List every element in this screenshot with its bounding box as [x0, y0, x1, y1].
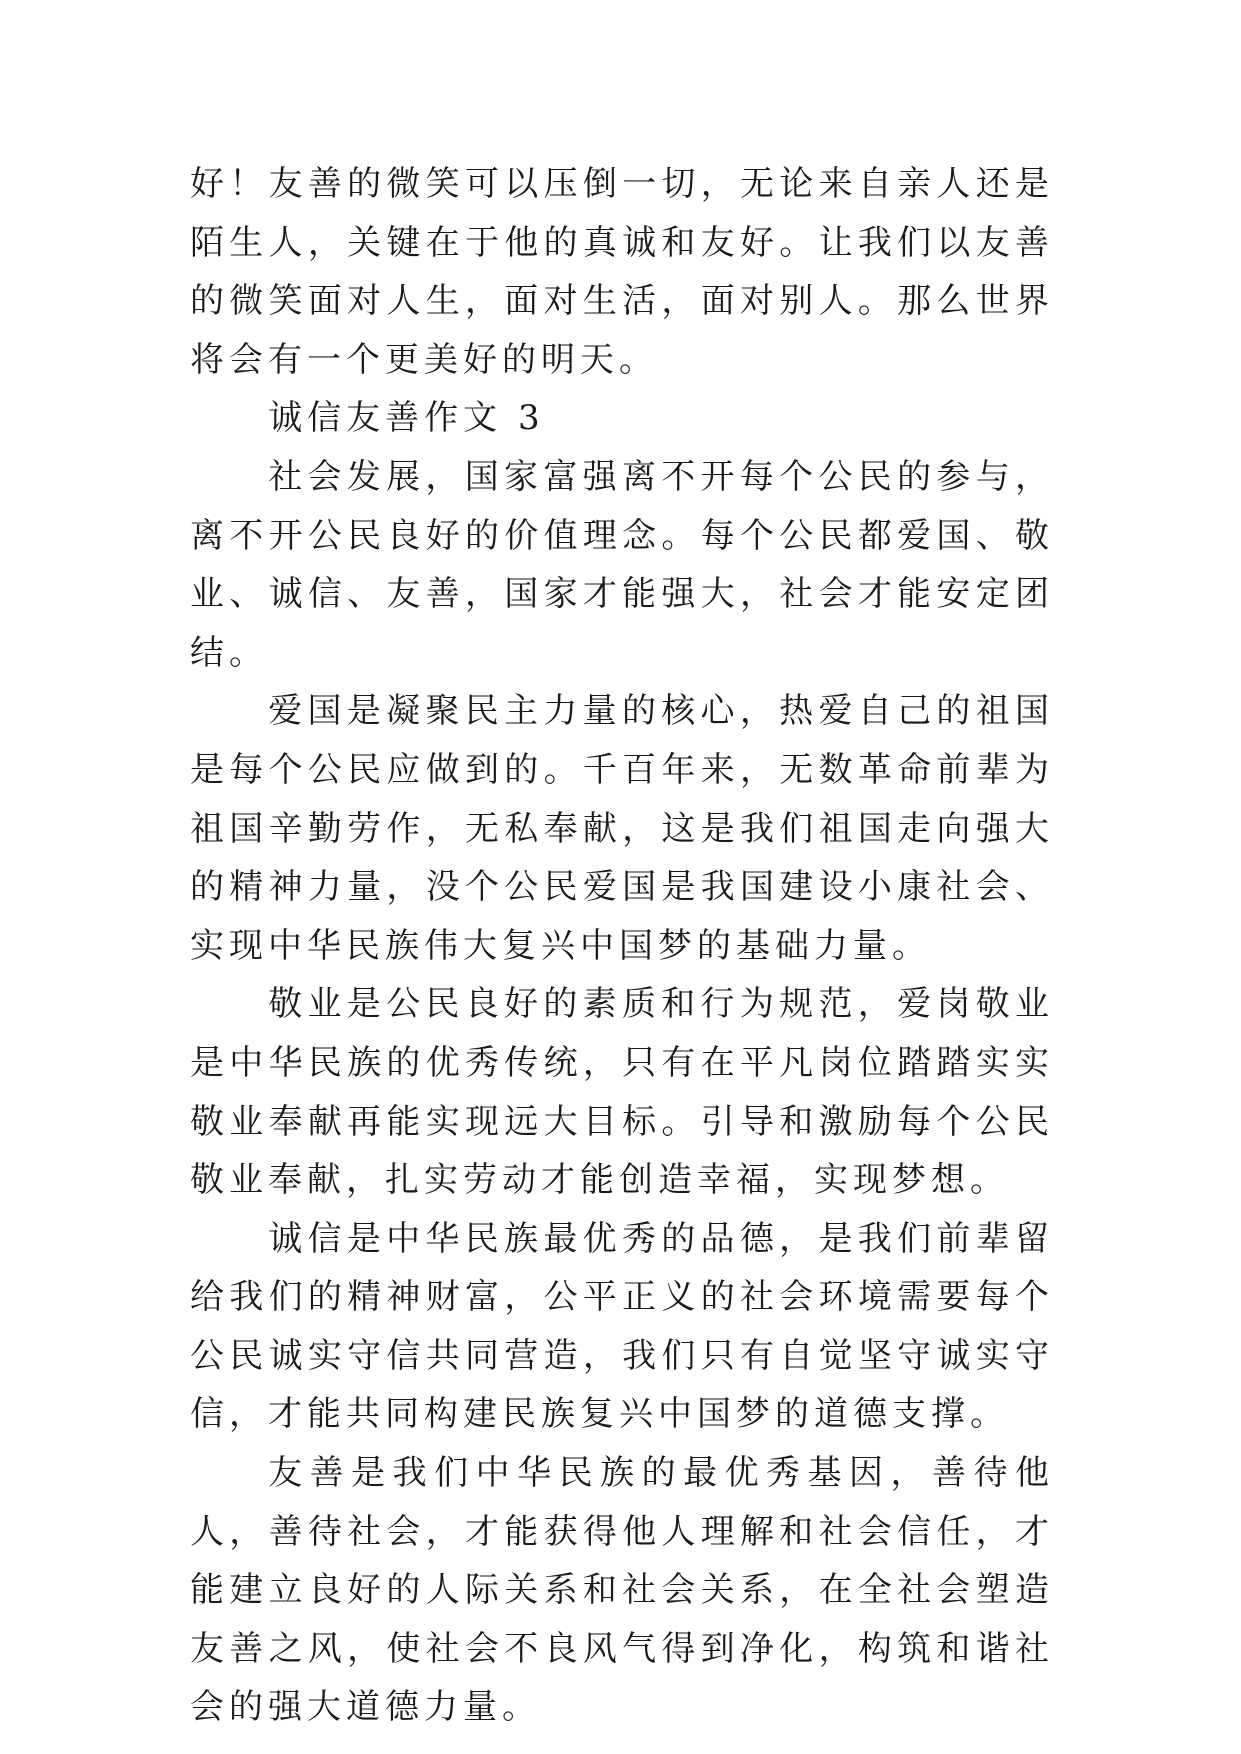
paragraph-intro: 社会发展，国家富强离不开每个公民的参与，离不开公民良好的价值理念。每个公民都爱国、敬业、诚信、友善，国家才能强大，社会才能安定团结。 — [190, 456, 1054, 673]
paragraph-closing: 好！友善的微笑可以压倒一切，无论来自亲人还是陌生人，关键在于他的真诚和友好。让我们以友善的微笑面对人生，面对生活，面对别人。那么世界将会有一个更美好的明天。 — [190, 164, 1054, 380]
paragraph-patriotism: 爱国是凝聚民主力量的核心，热爱自己的祖国是每个公民应做到的。千百年来，无数革命前辈为祖国辛勤劳作，无私奉献，这是我们祖国走向强大的精神力量，没个公民爱国是我国建设小康社会、实现中华民族伟大复兴中国梦的基础力量。 — [190, 691, 1054, 966]
document-body — [190, 155, 1054, 1737]
paragraph-integrity: 诚信是中华民族最优秀的品德，是我们前辈留给我们的精神财富，公平正义的社会环境需要每个公民诚实守信共同营造，我们只有自觉坚守诚实守信，才能共同构建民族复兴中国梦的道德支撑。 — [190, 1218, 1054, 1435]
paragraph-dedication: 敬业是公民良好的素质和行为规范，爱岗敬业是中华民族的优秀传统，只有在平凡岗位踏踏实实敬业奉献再能实现远大目标。引导和激励每个公民敬业奉献，扎实劳动才能创造幸福，实现梦想。 — [190, 984, 1054, 1201]
paragraph-friendliness: 友善是我们中华民族的最优秀基因，善待他人，善待社会，才能获得他人理解和社会信任，才能建立良好的人际关系和社会关系，在全社会塑造友善之风，使社会不良风气得到净化，构筑和谐社会的强大道德力量。 — [190, 1453, 1054, 1728]
essay-heading: 诚信友善作文 3 — [268, 398, 545, 439]
